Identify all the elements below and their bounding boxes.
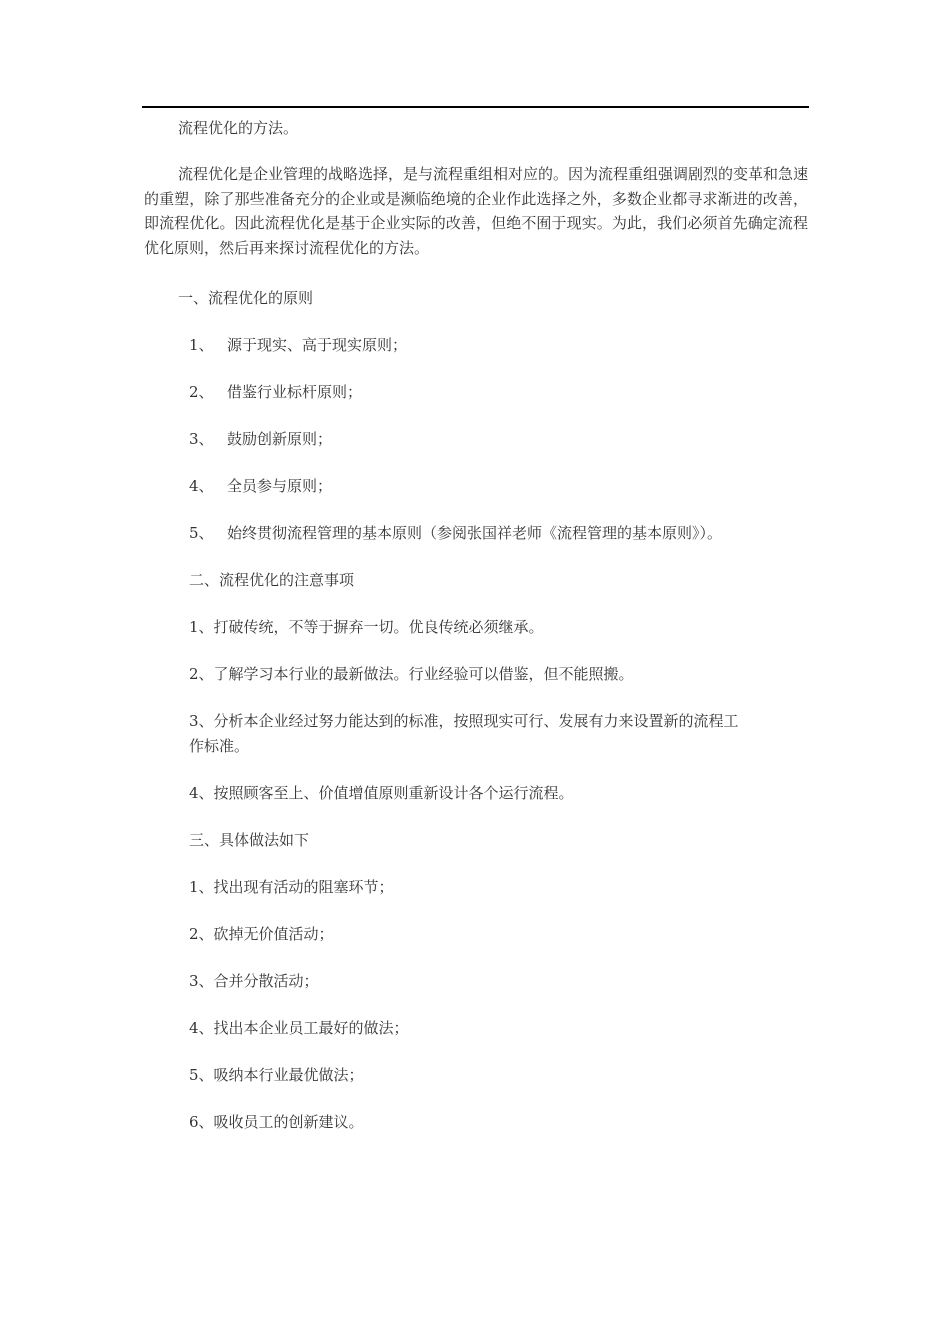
- principle-item-5: [189, 521, 722, 545]
- header-rule: [142, 106, 809, 108]
- note-item-2: 2、了解学习本行业的最新做法。行业经验可以借鉴，但不能照搬。: [189, 665, 634, 683]
- list-number: 3、: [189, 430, 214, 448]
- title-line: 流程优化的方法。: [178, 119, 299, 137]
- list-text: 始终贯彻流程管理的基本原则（参阅张国祥老师《流程管理的基本原则》）。: [227, 524, 723, 542]
- method-item-1: 1、找出现有活动的阻塞环节；: [189, 878, 394, 896]
- principle-item-3: [189, 427, 332, 451]
- list-number: 5、: [189, 524, 214, 542]
- note-item-4: 4、按照顾客至上、价值增值原则重新设计各个运行流程。: [189, 784, 574, 802]
- note-item-3: 3、分析本企业经过努力能达到的标准，按照现实可行、发展有力来设置新的流程工: [189, 712, 739, 730]
- principle-item-1: [189, 333, 407, 357]
- note-item-1: 1、打破传统，不等于摒弃一切。优良传统必须继承。: [189, 618, 544, 636]
- list-text: 全员参与原则；: [227, 477, 333, 495]
- method-item-3: 3、合并分散活动；: [189, 972, 319, 990]
- list-number: 2、: [189, 383, 214, 401]
- section3-heading: 三、具体做法如下: [189, 831, 310, 849]
- list-text: 鼓励创新原则；: [227, 430, 333, 448]
- method-item-4: 4、找出本企业员工最好的做法；: [189, 1019, 409, 1037]
- list-number: 4、: [189, 477, 214, 495]
- note-item-3-continued: 作标准。: [189, 737, 250, 755]
- method-item-5: 5、吸纳本行业最优做法；: [189, 1066, 364, 1084]
- section1-heading: 一、流程优化的原则: [178, 289, 314, 307]
- principle-item-4: [189, 474, 332, 498]
- list-text: 借鉴行业标杆原则；: [227, 383, 363, 401]
- list-number: 1、: [189, 336, 214, 354]
- section2-heading: 二、流程优化的注意事项: [189, 571, 355, 589]
- method-item-6: 6、吸收员工的创新建议。: [189, 1113, 364, 1131]
- principle-item-2: [189, 380, 362, 404]
- intro-paragraph: 流程优化是企业管理的战略选择，是与流程重组相对应的。因为流程重组强调剧烈的变革和急速的重塑，除了那些准备充分的企业或是濒临绝境的企业作此选择之外，多数企业都寻求渐进的改善，即流程优化。因此流程优化是基于企业实际的改善，但绝不囿于现实。为此，我们必须首先确定流程优化原则，然后再来探讨流程优化的方法。: [144, 165, 809, 257]
- method-item-2: 2、砍掉无价值活动；: [189, 925, 334, 943]
- list-text: 源于现实、高于现实原则；: [227, 336, 408, 354]
